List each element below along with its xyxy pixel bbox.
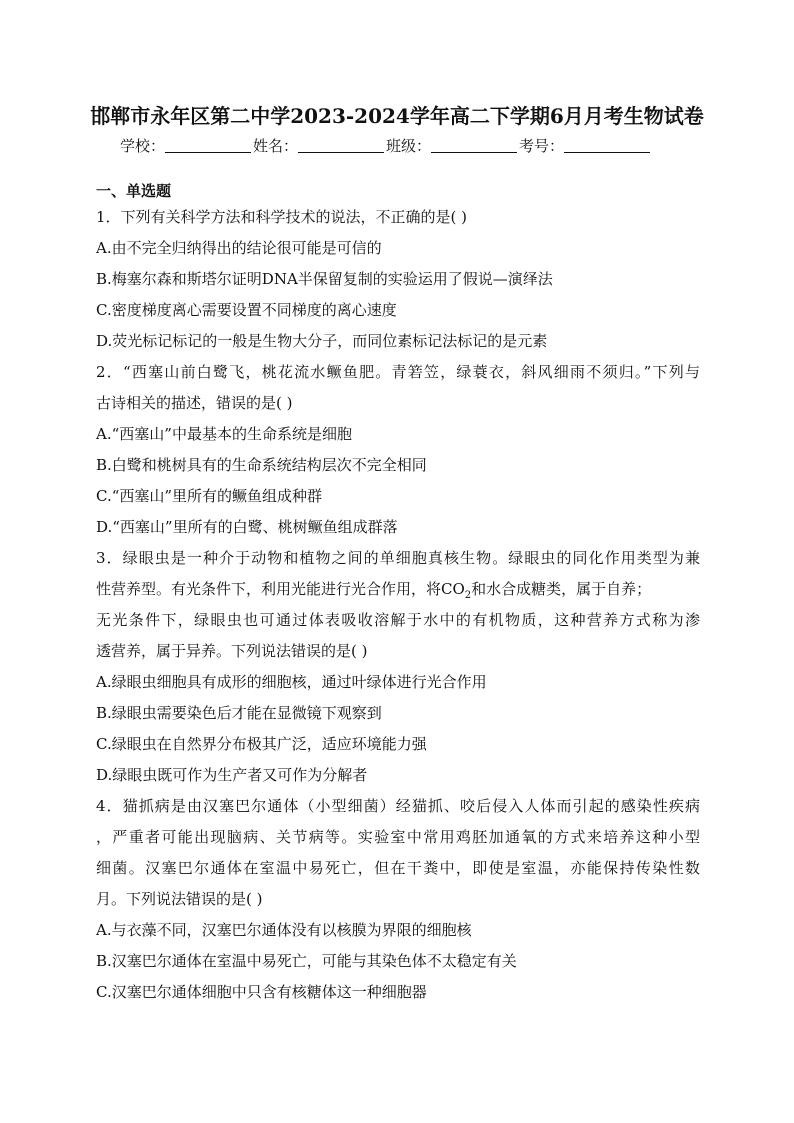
question-stem-line: 3．绿眼虫是一种介于动物和植物之间的单细胞真核生物。绿眼虫的同化作用类型为兼 (96, 549, 700, 567)
option-b: B.白鹭和桃树具有的生命系统结构层次不完全相同 (96, 456, 427, 474)
subscript-2: 2 (464, 590, 472, 601)
question-stem-line: 月。下列说法错误的是( ) (96, 890, 263, 908)
question-3 (96, 543, 700, 791)
option-d: D.绿眼虫既可作为生产者又可作为分解者 (96, 766, 368, 784)
option-d: D.“西塞山”里所有的白鹭、桃树鳜鱼组成群落 (96, 518, 398, 536)
option-c: C.绿眼虫在自然界分布极其广泛，适应环境能力强 (96, 735, 427, 753)
class-label: 班级： (386, 137, 432, 155)
exam-no-blank (564, 138, 650, 153)
class-blank (431, 138, 517, 153)
question-stem-line: 无光条件下，绿眼虫也可通过体表吸收溶解于水中的有机物质，这种营养方式称为渗 (96, 611, 700, 629)
question-1 (96, 202, 700, 357)
option-b: B.梅塞尔森和斯塔尔证明DNA半保留复制的实验运用了假说—演绎法 (96, 270, 553, 288)
option-c: C.“西塞山”里所有的鳜鱼组成种群 (96, 487, 323, 505)
school-blank (165, 138, 251, 153)
option-b: B.汉塞巴尔通体在室温中易死亡，可能与其染色体不太稳定有关 (96, 952, 517, 970)
option-d: D.荧光标记标记的一般是生物大分子，而同位素标记法标记的是元素 (96, 332, 548, 350)
option-c: C.密度梯度离心需要设置不同梯度的离心速度 (96, 301, 397, 319)
question-stem-line: ，严重者可能出现脑病、关节病等。实验室中常用鸡胚加通氧的方式来培养这种小型 (96, 828, 700, 846)
student-info-row (120, 135, 680, 156)
exam-content (96, 180, 700, 1008)
exam-title: 邯郸市永年区第二中学2023-2024学年高二下学期6月月考生物试卷 (90, 104, 704, 128)
name-blank (298, 138, 384, 153)
option-a: A.由不完全归纳得出的结论很可能是可信的 (96, 239, 382, 257)
question-2 (96, 357, 700, 543)
section-heading: 一、单选题 (96, 182, 172, 200)
question-4 (96, 791, 700, 1008)
question-stem-line: 4．猫抓病是由汉塞巴尔通体（小型细菌）经猫抓、咬后侵入人体而引起的感染性疾病 (96, 797, 700, 815)
option-a: A.与衣藻不同，汉塞巴尔通体没有以核膜为界限的细胞核 (96, 921, 472, 939)
exam-no-label: 考号： (519, 137, 565, 155)
question-stem-line: 古诗相关的描述，错误的是( ) (96, 394, 293, 412)
question-stem-line: 细菌。汉塞巴尔通体在室温中易死亡，但在干粪中，即使是室温，亦能保持传染性数 (96, 859, 700, 877)
stem-text: 和水合成糖类，属于自养； (471, 580, 652, 598)
name-label: 姓名： (253, 137, 299, 155)
question-stem-line: 2．“西塞山前白鹭飞，桃花流水鳜鱼肥。青箬笠，绿蓑衣，斜风细雨不须归。”下列与 (96, 363, 700, 381)
question-stem: 1．下列有关科学方法和科学技术的说法，不正确的是( ) (96, 208, 468, 226)
question-stem-line: 透营养，属于异养。下列说法错误的是( ) (96, 642, 368, 660)
option-a: A.绿眼虫细胞具有成形的细胞核，通过叶绿体进行光合作用 (96, 673, 487, 691)
stem-text: 性营养型。有光条件下，利用光能进行光合作用，将CO (96, 580, 465, 598)
school-label: 学校： (120, 137, 166, 155)
option-b: B.绿眼虫需要染色后才能在显微镜下观察到 (96, 704, 382, 722)
option-a: A.“西塞山”中最基本的生命系统是细胞 (96, 425, 352, 443)
option-c: C.汉塞巴尔通体细胞中只含有核糖体这一种细胞器 (96, 983, 427, 1001)
question-stem-line (96, 574, 700, 605)
